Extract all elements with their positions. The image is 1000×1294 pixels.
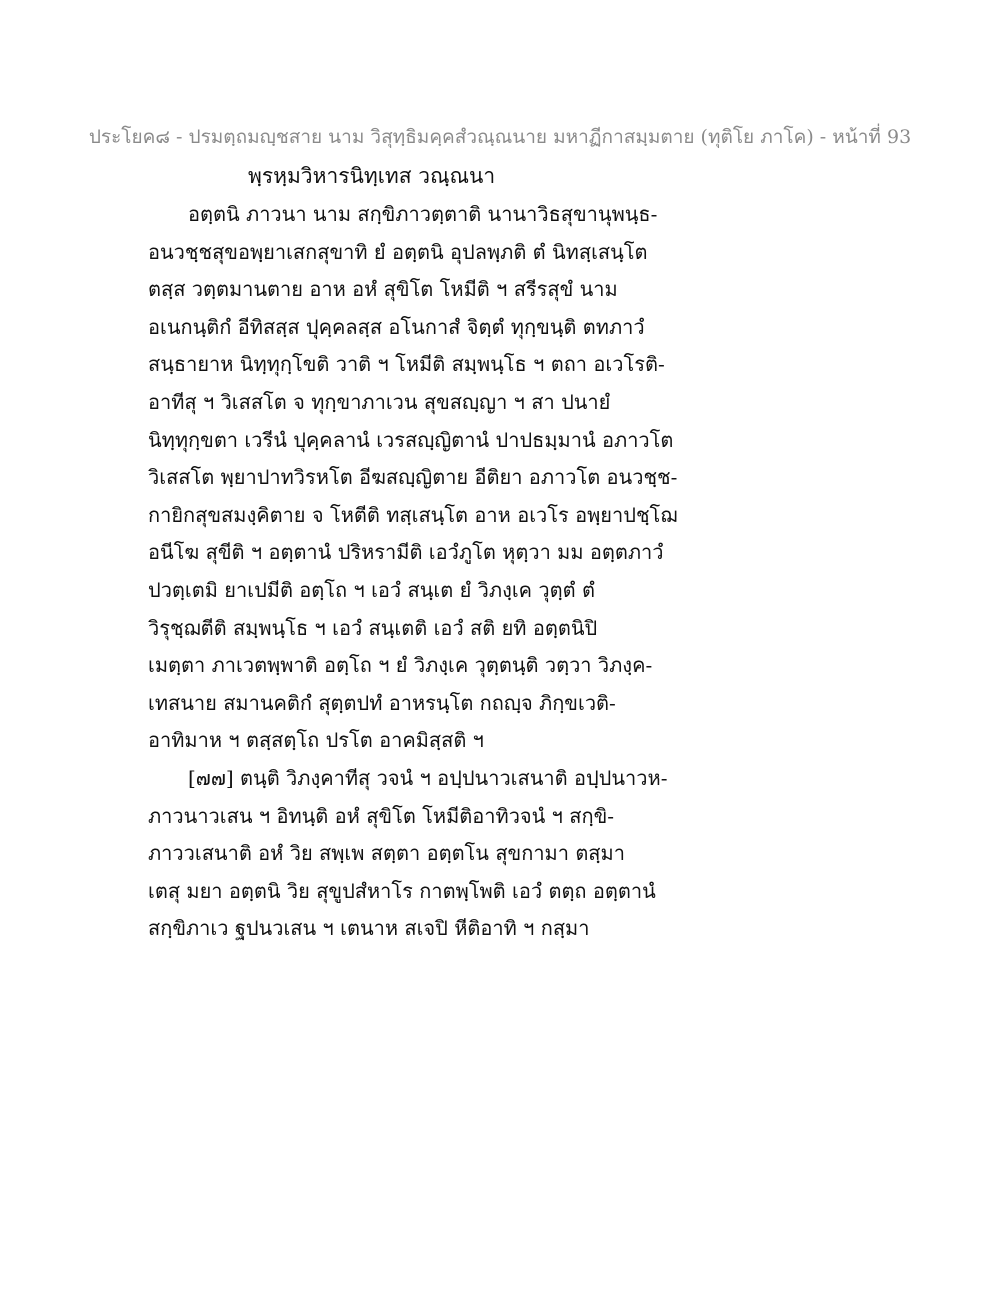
text-line: เตสุ มยา อตฺตนิ วิย สุขูปสํหาโร กาตพฺโพติ เอวํ ตตฺถ อตฺตานํ [148, 878, 656, 903]
text-line: กายิกสุขสมงฺคิตาย จ โหตีติ ทสฺเสนฺโต อาห อเวโร อพฺยาปชฺโฌ [148, 502, 678, 527]
text-line: อนีโฆ สุขีติ ฯ อตฺตานํ ปริหรามีติ เอวํภูโต หุตฺวา มม อตฺตภาวํ [148, 540, 664, 565]
text-line: อนวชฺชสุขอพฺยาเสกสุขาทิ ยํ อตฺตนิ อุปลพฺภติ ตํ นิทสฺเสนฺโต [148, 239, 648, 264]
text-line: สนฺธายาห นิทฺทุกฺโขติ วาติ ฯ โหมีติ สมฺพนฺโธ ฯ ตถา อเวโรติ- [148, 352, 665, 377]
text-line: เทสนาย สมานคติกํ สุตฺตปทํ อาหรนฺโต กถญฺจ ภิกฺขเวติ- [148, 690, 616, 715]
running-header: ประโยค๘ - ปรมตฺถมญฺชสาย นาม วิสุทฺธิมคฺคสํวณฺณนาย มหาฏีกาสมฺมตาย (ทุติโย ภาโค) - หน้าที่ 93 [88, 126, 912, 148]
text-line: อาทีสุ ฯ วิเสสโต จ ทุกฺขาภาเวน สุขสญฺญา ฯ สา ปนายํ [148, 389, 611, 414]
text-line: อเนกนฺติกํ อีทิสสฺส ปุคฺคลสฺส อโนกาสํ จิตฺตํ ทุกฺขนฺติ ตทภาวํ [148, 314, 645, 339]
paragraph-2 [148, 763, 668, 951]
text-line: อตฺตนิ ภาวนา นาม สกฺขิภาวตฺตาติ นานาวิธสุขานุพนฺธ- [188, 202, 658, 226]
text-line: ตสฺส วตฺตมานตาย อาห อหํ สุขิโต โหมีติ ฯ สรีรสุขํ นาม [148, 277, 618, 302]
text-line: วิเสสโต พฺยาปาทวิรหโต อีฆสญฺญิตาย อีติยา อภาวโต อนวชฺช- [148, 465, 678, 490]
text-line: ภาววเสนาติ อหํ วิย สพฺเพ สตฺตา อตฺตโน สุขกามา ตสฺมา [148, 841, 625, 866]
text-line: เมตฺตา ภาเวตพฺพาติ อตฺโถ ฯ ยํ วิภงฺเค วุตฺตนฺติ วตฺวา วิภงฺค- [148, 653, 653, 678]
text-line: สกฺขิภาเว ฐปนวเสน ฯ เตนาห สเจปิ หีติอาทิ ฯ กสฺมา [148, 916, 590, 941]
section-title: พฺรหฺมวิหารนิทฺเทส วณฺณนา [248, 164, 496, 188]
text-line: [๗๗] ตนฺติ วิภงฺคาทีสุ วจนํ ฯ อปฺปนาวเสนาติ อปฺปนาวห- [188, 765, 668, 790]
body-text [148, 199, 678, 951]
text-line: ปวตฺเตมิ ยาเปมีติ อตฺโถ ฯ เอวํ สนฺเต ยํ วิภงฺเค วุตฺตํ ตํ [148, 577, 595, 602]
text-line: วิรุชฺฌตีติ สมฺพนฺโธ ฯ เอวํ สนฺเตติ เอวํ สติ ยทิ อตฺตนิปิ [148, 615, 598, 640]
text-line: ภาวนาวเสน ฯ อิทนฺติ อหํ สุขิโต โหมีติอาทิวจนํ ฯ สกฺขิ- [148, 803, 615, 828]
text-line: อาทิมาห ฯ ตสฺสตฺโถ ปรโต อาคมิสฺสติ ฯ [148, 728, 484, 753]
text-line: นิทฺทุกฺขตา เวรีนํ ปุคฺคลานํ เวรสญฺญิตานํ ปาปธมฺมานํ อภาวโต [148, 427, 674, 452]
paragraph-1 [148, 199, 678, 763]
